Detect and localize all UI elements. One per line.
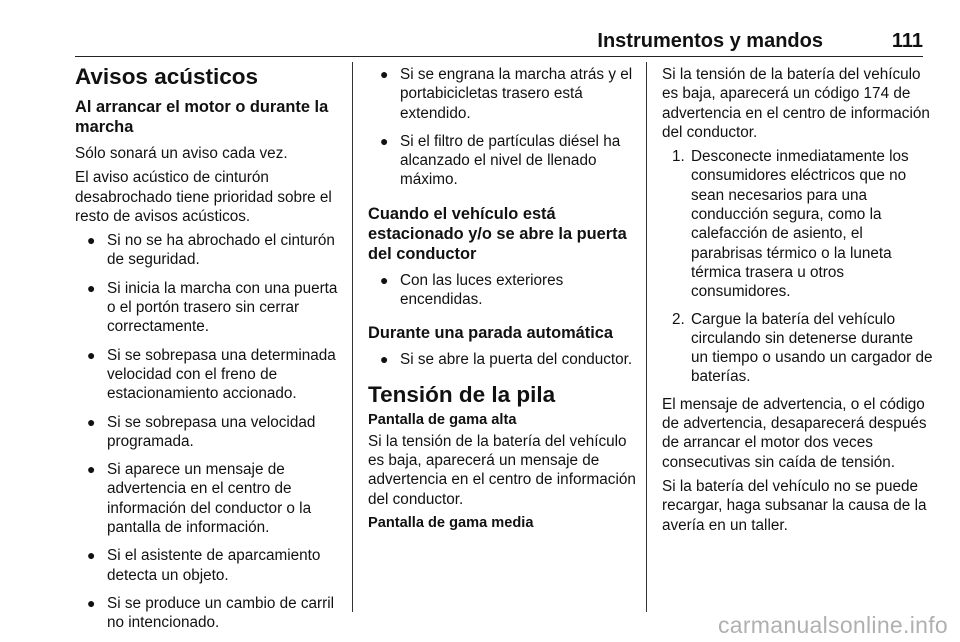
list-item: ● Si no se ha abrochado el cinturón de seguridad. [87, 232, 335, 269]
page-header [75, 30, 923, 54]
bullet-icon: ● [87, 346, 96, 363]
section-title-tension: Tensión de la pila [368, 381, 556, 407]
paragraph: El mensaje de advertencia, o el código de advertencia, desaparecerá después de arrancar el motor dos veces consecutivas sin caída de tensión. [662, 395, 927, 471]
bullet-icon: ● [380, 66, 389, 82]
bullet-list [368, 271, 640, 310]
list-item: ● Si inicia la marcha con una puerta o el portón trasero sin cerrar correctamente. [87, 279, 338, 336]
column-2 [368, 62, 640, 535]
list-item: ● Si se produce un cambio de carril no intencionado. [87, 594, 335, 632]
bullet-list [368, 350, 640, 369]
bullet-icon: ● [380, 351, 389, 368]
list-item: ● Si el filtro de partículas diésel ha alcanzado el nivel de llenado máximo. [380, 132, 621, 189]
column-divider [352, 62, 353, 612]
bullet-icon: ● [87, 547, 96, 564]
column-1 [75, 62, 347, 642]
page-number: 111 [891, 30, 923, 52]
paragraph: Sólo sonará un aviso cada vez. [75, 145, 288, 162]
bullet-icon: ● [87, 461, 96, 478]
list-item: ● Si se sobrepasa una determinada velocidad con el freno de estacionamiento accionado. [87, 346, 336, 403]
bullet-icon: ● [87, 279, 96, 296]
watermark: carmanualsonline.info [717, 612, 948, 638]
header-rule [75, 56, 923, 57]
subheading-parada-automatica: Durante una parada automática [368, 324, 614, 343]
bullet-icon: ● [87, 594, 96, 611]
section-title-avisos: Avisos acústicos [75, 64, 258, 89]
bullet-icon: ● [380, 132, 389, 149]
bullet-list [368, 65, 640, 190]
numbered-list [662, 147, 934, 387]
step-number: 2. [672, 310, 685, 328]
subheading-gama-media: Pantalla de gama media [368, 514, 534, 531]
list-item: ● Con las luces exteriores encendidas. [380, 271, 564, 309]
subheading-gama-alta: Pantalla de gama alta [368, 411, 517, 428]
chapter-title: Instrumentos y mandos [597, 30, 823, 52]
list-item: ● Si aparece un mensaje de advertencia en el centro de información del conductor o la pantalla de información. [87, 461, 312, 537]
column-divider [646, 62, 647, 612]
paragraph: El aviso acústico de cinturón desabrochado tiene prioridad sobre el resto de avisos acústicos. [75, 169, 332, 225]
column-3 [662, 62, 934, 540]
paragraph: Si la tensión de la batería del vehículo es baja, aparecerá un mensaje de advertencia en el centro de información del conductor. [368, 432, 636, 508]
paragraph: Si la tensión de la batería del vehículo es baja, aparecerá un código 174 de advertencia en el centro de información del conductor. [662, 66, 930, 141]
bullet-icon: ● [87, 413, 96, 430]
paragraph: Si la batería del vehículo no se puede recargar, haga subsanar la causa de la avería en un taller. [662, 477, 927, 534]
subheading-arranque: Al arrancar el motor o durante la marcha [75, 98, 329, 136]
step-number: 1. [672, 148, 685, 166]
subheading-estacionado: Cuando el vehículo está estacionado y/o se abre la puerta del conductor [368, 204, 627, 263]
bullet-list [75, 231, 347, 632]
bullet-icon: ● [380, 271, 389, 288]
list-item: ● Si el asistente de aparcamiento detecta un objeto. [87, 547, 321, 584]
bullet-icon: ● [87, 232, 96, 249]
list-item: ● Si se abre la puerta del conductor. [380, 351, 633, 369]
list-item: ● Si se sobrepasa una velocidad programada. [87, 413, 316, 450]
list-item: ● Si se engrana la marcha atrás y el portabicicletas trasero está extendido. [380, 66, 633, 122]
list-item: 2. Cargue la batería del vehículo circulando sin detenerse durante un tiempo o usando un cargador de baterías. [672, 310, 933, 386]
list-item: 1. Desconecte inmediatamente los consumidores eléctricos que no sean necesarios para una conducción segura, como la calefacción de asiento, el parabrisas térmico o la luneta térmica trasera u otros consumidores. [672, 148, 909, 301]
